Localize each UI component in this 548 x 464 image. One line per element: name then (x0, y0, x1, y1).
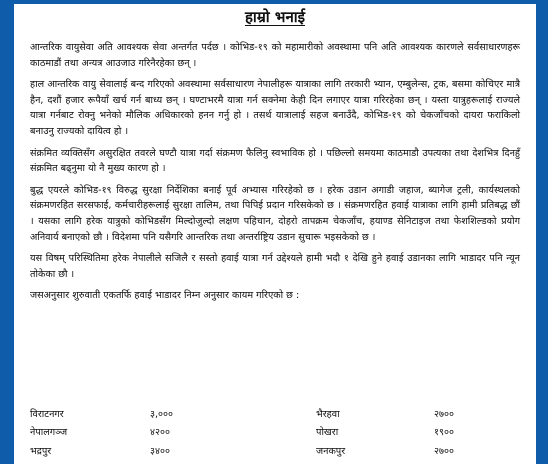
fare-city: जनकपुर (316, 445, 346, 457)
page-title: हाम्रो भनाई (244, 8, 306, 26)
paragraph: आन्तरिक वायुसेवा अति आवश्यक सेवा अन्तर्गत पर्दछ । कोभिड-१९ को महामारीको अवस्थामा पनि अति आवश्यक कारणले सर्वसाधारणहरू काठमाडौं तथा अन्यत्र आउजाउ गरिनैरहेका छन् । (30, 42, 520, 69)
paragraph: यस विषम् परिस्थितिमा हरेक नेपालीले सजिलै र सस्तो हवाई यात्रा गर्न उद्देश्यले हामी भदौ १ देखि हुने हवाई उडानका लागि भाडादर पनि न्यून तोकेका छौ । (30, 253, 520, 280)
fare-price: ४२०० (150, 427, 170, 439)
fare-price: २७०० (434, 445, 454, 457)
fare-city: भद्रपुर (30, 445, 52, 457)
title-bar (14, 4, 536, 30)
fare-price: ३,००० (150, 408, 174, 420)
fare-price: १९०० (434, 427, 454, 439)
fare-table (30, 404, 520, 460)
fare-city: भैरहवा (316, 408, 340, 420)
paragraph: जसअनुसार शुरुवाती एकतर्फि हवाई भाडादर निम्न अनुसार कायम गरिएको छ : (30, 290, 300, 302)
paragraph: बुद्ध एयरले कोभिड-१९ विरुद्ध सुरक्षा निर्देशिका बनाई पूर्व अभ्यास गरिरहेको छ । हरेक उडान अगाडी जहाज, ब्यागेज ट्रली, कार्यस्थलको संक्रमणरहित सरसफाई, कर्मचारीहरूलाई सुरक्षा तालिम, तथा पिपिई प्रदान गरिसकेको छ । संक्रमणरहित हवाई यात्राका लागि हामी प्रतिबद्ध छौं । यसका लागि हरेक यात्रुको कोभिडसँग मिल्दोजुल्दो लक्षण पहिचान, दोहरो तापक्रम चेकजाँच, हयाण्ड सेनिटाइज तथा फेशशिल्डको प्रयोग अनिवार्य बनाएको छौ । विदेशमा पनि यसैगरि आन्तरिक तथा अन्तर्राष्ट्रिय उडान सुचारू भइसकेको छ । (30, 184, 520, 243)
fare-price: ३४०० (150, 445, 170, 457)
frame-right-border (536, 0, 548, 464)
statement-body (30, 40, 520, 310)
fare-row (30, 441, 520, 460)
fare-city: नेपालगञ्ज (30, 427, 68, 439)
paragraph: संक्रमित व्यक्तिसँग असुरक्षित तवरले घण्टौ यात्रा गर्दा संक्रमण फैलिनु स्वभाविक हो । पछिल्लो समयमा काठमाडौ उपत्यका तथा देशभित्र दिनहुँ संक्रमित बढ्नुमा यो नै मुख्य कारण हो । (30, 147, 520, 175)
fare-city: पोखरा (316, 427, 339, 439)
frame-left-border (0, 0, 14, 464)
fare-row (30, 404, 520, 423)
paragraph: हाल आन्तरिक वायु सेवालाई बन्द गरिएको अवस्थामा सर्वसाधारण नेपालीहरू यात्राका लागि तरकारी भ्यान, एम्बुलेन्स, ट्रक, बसमा कोचिएर मात्रै हैन, दशौं हजार रूपैयाँ खर्च गर्न बाध्य छन् । घण्टाभरमै यात्रा गर्न सक्नेमा केही दिन लगाएर यात्रा गरिरहेका छन् । यस्ता यात्रुहरूलाई राज्यले यात्रा गर्नबाट रोक्नु भनेको मौलिक अधिकारको हनन गर्नु हो । तसर्थ यात्रालाई सहज बनाउँदै, कोभिड-१९ को चेकजाँचको दायरा फराकिलो बनाउनु राज्यको दायित्व हो । (30, 79, 520, 137)
fare-row (30, 423, 520, 442)
fare-city: विराटनगर (30, 408, 64, 420)
fare-price: २७०० (434, 408, 454, 420)
